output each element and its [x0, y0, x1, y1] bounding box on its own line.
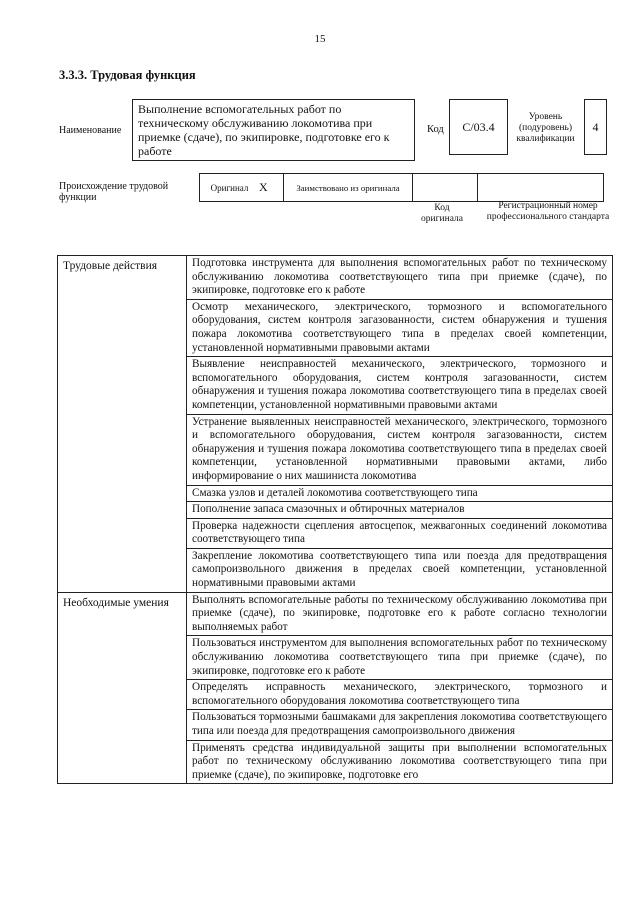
borrowed-label: Заимствовано из оригинала	[296, 182, 400, 193]
level-value: 4	[592, 119, 599, 134]
labor-action-item: Пополнение запаса смазочных и обтирочных материалов	[187, 502, 613, 519]
required-skill-row	[58, 592, 613, 636]
labor-action-group-label: Трудовые действия	[58, 256, 187, 593]
required-skill-item: Применять средства индивидуальной защиты при выполнении вспомогательных работ по техническому обслуживанию локомотива соответствующего типа при приемке (сдаче), по экипировке, подготовке его	[187, 740, 613, 784]
name-label: Наименование	[59, 125, 122, 136]
labor-action-item: Выявление неисправностей механического, электрического, тормозного и вспомогательного оборудования, систем контроля загазованности, систем обнаружения и тушения пожара локомотива соответствующего типа в пределах своей компетенции, установленной нормативными правовыми актами	[187, 357, 613, 414]
original-mark: X	[259, 180, 268, 194]
code-value-box	[449, 99, 508, 155]
labor-action-item: Закрепление локомотива соответствующего типа или поезда для предотвращения самопроизвольного движения в пределах своей компетенции, установленной нормативными правовыми актами	[187, 548, 613, 592]
code-original-cell	[413, 174, 478, 202]
reg-number-cell	[478, 174, 604, 202]
required-skill-item: Пользоваться тормозными башмаками для закрепления локомотива соответствующего типа или поезда для предотвращения самопроизвольного движения	[187, 710, 613, 740]
required-skill-item: Определять исправность механического, электрического, тормозного и вспомогательного оборудования локомотива соответствующего типа	[187, 680, 613, 710]
required-skill-group-label: Необходимые умения	[58, 592, 187, 784]
required-skill-item: Пользоваться инструментом для выполнения вспомогательных работ по техническому обслуживанию локомотива соответствующего типа при приемке (сдаче), по экипировке, подготовке его к работе	[187, 636, 613, 680]
page-number: 15	[314, 33, 326, 45]
section-title: 3.3.3. Трудовая функция	[59, 68, 196, 82]
labor-action-item: Устранение выявленных неисправностей механического, электрического, тормозного и вспомогательного оборудования, систем контроля загазованности, систем обнаружения и тушения пожара локомотива соответствующего типа в пределах своей компетенции, установленной нормативными правовыми актами, либо информирование о них машиниста локомотива	[187, 414, 613, 485]
code-value: C/03.4	[462, 119, 495, 134]
origin-table	[199, 173, 604, 202]
labor-action-item: Смазка узлов и деталей локомотива соответствующего типа	[187, 485, 613, 502]
reg-number-label: Регистрационный номер профессионального стандарта	[486, 201, 610, 222]
labor-action-item: Осмотр механического, электрического, тормозного и вспомогательного оборудования, систем контроля загазованности, систем обнаружения и тушения пожара локомотива соответствующего типа в пределах своей компетенции, установленной нормативными правовыми актами	[187, 299, 613, 356]
original-label-cell	[200, 174, 260, 202]
function-details-table	[57, 255, 613, 784]
code-label: Код	[427, 124, 444, 135]
labor-action-item: Подготовка инструмента для выполнения вспомогательных работ по техническому обслуживанию локомотива соответствующего типа при приемке (сдаче), по экипировке, подготовке его к работе	[187, 256, 613, 300]
original-label: Оригинал	[210, 182, 249, 193]
original-mark-cell	[259, 174, 284, 202]
code-original-label: Код оригинала	[421, 203, 463, 224]
level-label: Уровень (подуровень) квалификации	[516, 112, 575, 144]
level-value-box	[584, 99, 607, 155]
labor-action-row	[58, 256, 613, 300]
function-name-box: Выполнение вспомогательных работ по техническому обслуживанию локомотива при приемке (сдаче), по экипировке, подготовке его к работе	[132, 99, 415, 161]
borrowed-cell	[284, 174, 413, 202]
origin-label: Происхождение трудовой функции	[59, 181, 169, 203]
labor-action-item: Проверка надежности сцепления автосцепок, межвагонных соединений локомотива соответствующего типа	[187, 518, 613, 548]
required-skill-item: Выполнять вспомогательные работы по техническому обслуживанию локомотива при приемке (сдаче), по экипировке, подготовке его к работе согласно технологии выполняемых работ	[187, 592, 613, 636]
